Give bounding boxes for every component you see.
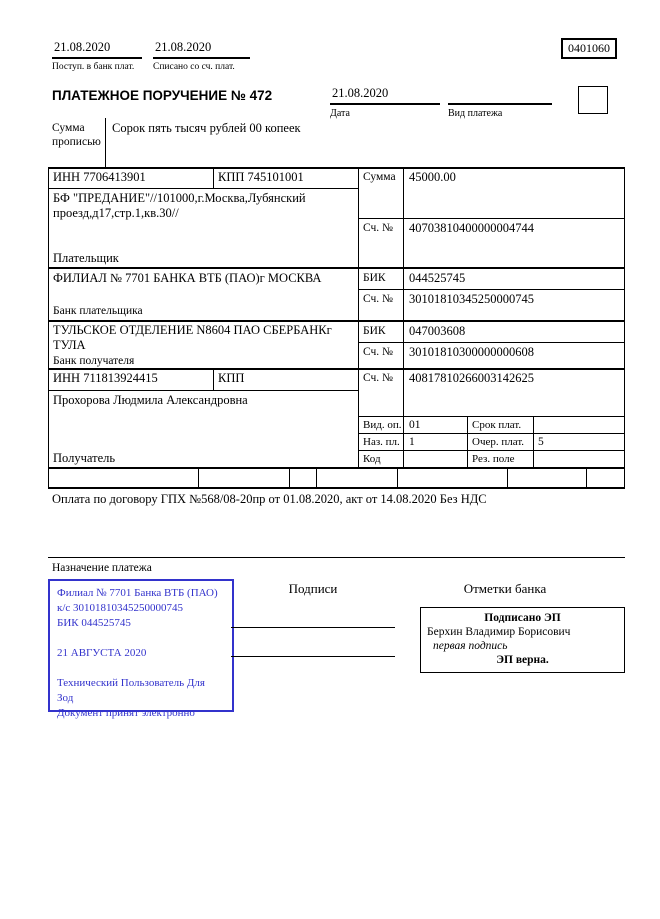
bank-marks-header: Отметки банка — [463, 581, 547, 596]
esig-signer: Берхин Владимир Борисович — [427, 626, 571, 638]
amount-in-words-label: Сумма прописью — [52, 122, 101, 148]
srok-plat-label: Срок плат. — [472, 419, 522, 431]
grid-line — [48, 167, 625, 169]
payer-inn: ИНН 7706413901 — [53, 170, 146, 184]
payee-bank-name: ТУЛЬСКОЕ ОТДЕЛЕНИЕ N8604 ПАО СБЕРБАНКг ТУЛА — [53, 323, 332, 352]
payer-account-label: Сч. № — [363, 222, 394, 234]
payer-bank-account-label: Сч. № — [363, 293, 394, 305]
grid-line — [198, 467, 199, 489]
amount-in-words-value: Сорок пять тысяч рублей 00 копеек — [112, 121, 301, 135]
grid-line — [358, 416, 625, 417]
payer-bank-name: ФИЛИАЛ № 7701 БАНКА ВТБ (ПАО)г МОСКВА — [53, 271, 322, 285]
payee-account-label: Сч. № — [363, 372, 394, 384]
signature-line — [231, 656, 395, 657]
grid-line — [213, 368, 214, 390]
payer-account: 40703810400000004744 — [409, 221, 534, 235]
grid-line — [507, 467, 508, 489]
payer-bank-account: 30101810345250000745 — [409, 292, 534, 306]
document-date: 21.08.2020 — [330, 86, 440, 105]
payer-bank-electronic-stamp — [48, 579, 234, 719]
grid-line — [48, 557, 625, 558]
payer-section-label: Плательщик — [53, 251, 119, 265]
payee-kpp-label: КПП — [218, 371, 245, 385]
payer-bank-bik: 044525745 — [409, 271, 466, 285]
grid-line — [533, 416, 534, 467]
document-title: ПЛАТЕЖНОЕ ПОРУЧЕНИЕ № 472 — [52, 88, 273, 103]
grid-line — [316, 467, 317, 489]
payment-kind-label: Вид платежа — [448, 108, 503, 119]
grid-line — [403, 167, 404, 467]
ocher-plat-value: 5 — [538, 436, 544, 448]
debited-date-label: Списано со сч. плат. — [153, 62, 235, 72]
vid-op-value: 01 — [409, 419, 421, 431]
grid-line — [48, 188, 358, 189]
payment-kind-field — [448, 86, 552, 119]
signature-line — [231, 627, 395, 628]
rez-pole-label: Рез. поле — [472, 453, 515, 465]
stamp-note: Документ принят электронно — [57, 707, 195, 719]
payer-name: БФ "ПРЕДАНИЕ"//101000,г.Москва,Лубянский проезд,д17,стр.1,кв.30// — [53, 191, 306, 220]
grid-line — [289, 467, 290, 489]
grid-line — [48, 267, 625, 269]
grid-line — [48, 467, 625, 469]
payer-kpp: КПП 745101001 — [218, 170, 304, 184]
grid-line — [48, 167, 49, 489]
grid-line — [48, 390, 358, 391]
received-date-label: Поступ. в банк плат. — [52, 62, 135, 72]
signatures-header: Подписи — [288, 581, 338, 596]
payee-account: 40817810266003142625 — [409, 371, 534, 385]
payer-bank-bik-label: БИК — [363, 272, 386, 284]
payment-kind-value — [448, 86, 552, 105]
grid-line — [624, 167, 625, 489]
stamp-date: 21 АВГУСТА 2020 — [57, 647, 147, 659]
kod-label: Код — [363, 453, 381, 465]
payee-bank-account-label: Сч. № — [363, 346, 394, 358]
payee-bank-bik-label: БИК — [363, 325, 386, 337]
grid-line — [358, 433, 625, 434]
grid-line — [467, 416, 468, 467]
electronic-signature-stamp — [420, 607, 625, 673]
stamp-bik: БИК 044525745 — [57, 617, 131, 629]
payee-section-label: Получатель — [53, 451, 116, 465]
payee-bank-bik: 047003608 — [409, 324, 466, 338]
naz-pl-label: Наз. пл. — [363, 436, 400, 448]
esig-title: Подписано ЭП — [484, 612, 561, 624]
grid-line — [586, 467, 587, 489]
debited-from-account-field — [153, 40, 250, 72]
grid-line — [48, 487, 625, 489]
esig-signature-type: первая подпись — [433, 640, 508, 652]
grid-line — [358, 342, 625, 343]
stamp-spacer — [57, 631, 225, 646]
payment-kind-checkbox — [578, 86, 608, 114]
grid-line — [48, 368, 625, 370]
grid-line — [48, 320, 625, 322]
naz-pl-value: 1 — [409, 436, 415, 448]
payee-bank-account: 30101810300000000608 — [409, 345, 534, 359]
ocher-plat-label: Очер. плат. — [472, 436, 525, 448]
received-in-bank-field — [52, 40, 142, 72]
grid-line — [358, 450, 625, 451]
amount-label: Сумма — [363, 171, 396, 183]
payee-name: Прохорова Людмила Александровна — [53, 393, 248, 407]
grid-line — [213, 167, 214, 188]
document-date-label: Дата — [330, 108, 350, 119]
payee-inn: ИНН 711813924415 — [53, 371, 158, 385]
grid-line — [397, 467, 398, 489]
grid-line — [358, 167, 359, 467]
stamp-corr-account: к/с 30101810345250000745 — [57, 602, 184, 614]
form-code-box: 0401060 — [561, 38, 617, 59]
payer-bank-section-label: Банк плательщика — [53, 305, 143, 317]
stamp-spacer — [57, 661, 225, 676]
payment-details-table — [48, 167, 625, 489]
stamp-user: Технический Пользователь Для Зод — [57, 677, 205, 704]
document-date-field — [330, 86, 440, 119]
esig-verified: ЭП верна. — [496, 654, 549, 666]
grid-line — [358, 218, 625, 219]
stamp-bank-name: Филиал № 7701 Банка ВТБ (ПАО) — [57, 587, 218, 599]
grid-line — [358, 289, 625, 290]
payment-purpose-text: Оплата по договору ГПХ №568/08-20пр от 01.08.2020, акт от 14.08.2020 Без НДС — [52, 492, 487, 506]
payee-bank-section-label: Банк получателя — [53, 355, 135, 367]
debited-date: 21.08.2020 — [153, 40, 250, 59]
received-date: 21.08.2020 — [52, 40, 142, 59]
grid-line — [105, 118, 106, 167]
vid-op-label: Вид. оп. — [363, 419, 402, 431]
amount-value: 45000.00 — [409, 170, 456, 184]
payment-purpose-label: Назначение платежа — [52, 562, 152, 574]
